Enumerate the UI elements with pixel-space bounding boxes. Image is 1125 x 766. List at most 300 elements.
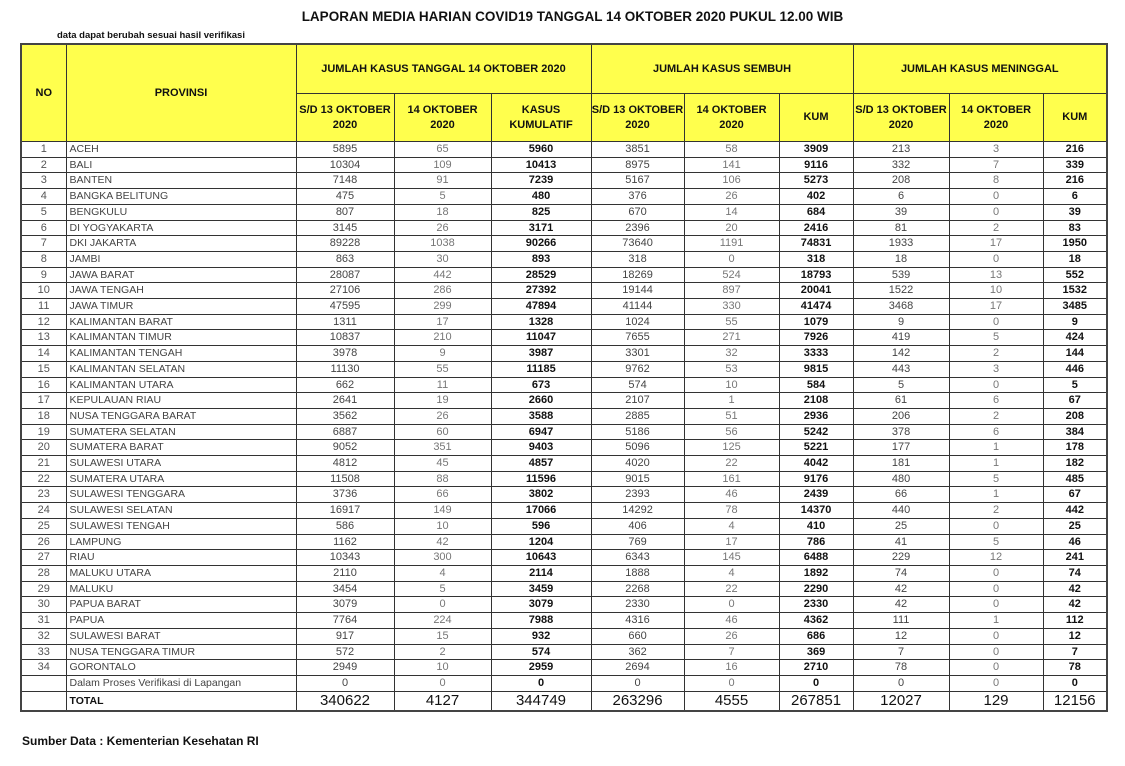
header-group-sembuh: JUMLAH KASUS SEMBUH [591, 44, 853, 94]
cell-provinsi: SULAWESI BARAT [66, 628, 296, 644]
cell-sembuh-sd: 7655 [591, 330, 684, 346]
cell-sembuh-kum: 4362 [779, 613, 853, 629]
table-row [21, 220, 1107, 236]
cell-kasus-today: 224 [394, 613, 491, 629]
table-row [21, 299, 1107, 315]
cell-sembuh-sd: 5096 [591, 440, 684, 456]
cell-sembuh-today: 22 [684, 581, 779, 597]
header-sembuh-today: 14 OKTOBER 2020 [684, 94, 779, 142]
cell-sembuh-kum: 2439 [779, 487, 853, 503]
cell-kasus-sd: 3736 [296, 487, 394, 503]
table-row [21, 424, 1107, 440]
cell-sembuh-today: 22 [684, 456, 779, 472]
total-cell-meninggal-sd: 12027 [853, 691, 949, 711]
table-row [21, 597, 1107, 613]
header-group-meninggal: JUMLAH KASUS MENINGGAL [853, 44, 1107, 94]
cell-meninggal-sd: 181 [853, 456, 949, 472]
cell-meninggal-today: 0 [949, 597, 1043, 613]
total-cell-sembuh-sd: 263296 [591, 691, 684, 711]
cell-meninggal-today: 0 [949, 644, 1043, 660]
cell-kasus-kum: 17066 [491, 503, 591, 519]
cell-provinsi: KALIMANTAN TIMUR [66, 330, 296, 346]
table-row [21, 408, 1107, 424]
cell-no: 22 [21, 471, 66, 487]
cell-provinsi: DKI JAKARTA [66, 236, 296, 252]
cell-sembuh-today: 17 [684, 534, 779, 550]
cell-kasus-sd: 7148 [296, 173, 394, 189]
cell-no [21, 675, 66, 691]
cell-kasus-kum: 2660 [491, 393, 591, 409]
cell-provinsi: KEPULAUAN RIAU [66, 393, 296, 409]
cell-sembuh-today: 106 [684, 173, 779, 189]
cell-meninggal-sd: 142 [853, 346, 949, 362]
cell-meninggal-sd: 213 [853, 142, 949, 158]
cell-kasus-today: 149 [394, 503, 491, 519]
cell-no: 27 [21, 550, 66, 566]
cell-sembuh-sd: 660 [591, 628, 684, 644]
cell-kasus-sd: 5895 [296, 142, 394, 158]
cell-sembuh-today: 7 [684, 644, 779, 660]
total-cell-no [21, 691, 66, 711]
cell-kasus-sd: 10343 [296, 550, 394, 566]
cell-sembuh-sd: 1888 [591, 565, 684, 581]
cell-provinsi: MALUKU [66, 581, 296, 597]
cell-sembuh-today: 0 [684, 251, 779, 267]
cell-meninggal-sd: 66 [853, 487, 949, 503]
cell-meninggal-today: 7 [949, 157, 1043, 173]
cell-meninggal-today: 3 [949, 361, 1043, 377]
cell-meninggal-sd: 332 [853, 157, 949, 173]
cell-sembuh-today: 26 [684, 189, 779, 205]
cell-sembuh-today: 46 [684, 613, 779, 629]
cell-meninggal-kum: 7 [1043, 644, 1107, 660]
cell-sembuh-today: 0 [684, 597, 779, 613]
cell-provinsi: SUMATERA SELATAN [66, 424, 296, 440]
cell-sembuh-sd: 2885 [591, 408, 684, 424]
table-row [21, 440, 1107, 456]
cell-meninggal-kum: 112 [1043, 613, 1107, 629]
cell-kasus-kum: 1328 [491, 314, 591, 330]
cell-sembuh-today: 1191 [684, 236, 779, 252]
cell-sembuh-sd: 670 [591, 204, 684, 220]
cell-kasus-sd: 11508 [296, 471, 394, 487]
cell-kasus-kum: 3802 [491, 487, 591, 503]
table-row [21, 142, 1107, 158]
cell-sembuh-sd: 73640 [591, 236, 684, 252]
cell-kasus-today: 286 [394, 283, 491, 299]
cell-kasus-sd: 3145 [296, 220, 394, 236]
cell-kasus-sd: 28087 [296, 267, 394, 283]
cell-meninggal-sd: 419 [853, 330, 949, 346]
cell-no: 18 [21, 408, 66, 424]
total-cell-kasus-kum: 344749 [491, 691, 591, 711]
cell-sembuh-kum: 9176 [779, 471, 853, 487]
cell-provinsi: BENGKULU [66, 204, 296, 220]
cell-no: 10 [21, 283, 66, 299]
cell-kasus-kum: 3459 [491, 581, 591, 597]
cell-meninggal-kum: 67 [1043, 487, 1107, 503]
cell-sembuh-today: 271 [684, 330, 779, 346]
cell-kasus-today: 442 [394, 267, 491, 283]
cell-sembuh-sd: 2268 [591, 581, 684, 597]
cell-kasus-sd: 2641 [296, 393, 394, 409]
cell-kasus-sd: 16917 [296, 503, 394, 519]
cell-kasus-kum: 10413 [491, 157, 591, 173]
cell-meninggal-today: 2 [949, 220, 1043, 236]
cell-kasus-today: 11 [394, 377, 491, 393]
cell-no: 9 [21, 267, 66, 283]
cell-provinsi: PAPUA BARAT [66, 597, 296, 613]
cell-kasus-kum: 28529 [491, 267, 591, 283]
cell-meninggal-today: 1 [949, 456, 1043, 472]
cell-kasus-today: 351 [394, 440, 491, 456]
cell-kasus-sd: 0 [296, 675, 394, 691]
cell-kasus-today: 60 [394, 424, 491, 440]
cell-kasus-sd: 475 [296, 189, 394, 205]
cell-kasus-sd: 863 [296, 251, 394, 267]
cell-provinsi: BANTEN [66, 173, 296, 189]
cell-kasus-today: 5 [394, 189, 491, 205]
cell-kasus-sd: 3079 [296, 597, 394, 613]
cell-kasus-today: 0 [394, 597, 491, 613]
cell-meninggal-kum: 42 [1043, 597, 1107, 613]
cell-kasus-today: 55 [394, 361, 491, 377]
header-provinsi: PROVINSI [66, 44, 296, 142]
cell-kasus-today: 26 [394, 408, 491, 424]
table-row [21, 377, 1107, 393]
cell-no: 33 [21, 644, 66, 660]
cell-kasus-sd: 662 [296, 377, 394, 393]
cell-meninggal-sd: 41 [853, 534, 949, 550]
cell-sembuh-kum: 3909 [779, 142, 853, 158]
cell-sembuh-kum: 0 [779, 675, 853, 691]
cell-provinsi: KALIMANTAN SELATAN [66, 361, 296, 377]
cell-meninggal-sd: 9 [853, 314, 949, 330]
cell-sembuh-sd: 18269 [591, 267, 684, 283]
cell-kasus-today: 2 [394, 644, 491, 660]
cell-meninggal-today: 0 [949, 660, 1043, 676]
table-row [21, 565, 1107, 581]
cell-meninggal-today: 17 [949, 299, 1043, 315]
cell-provinsi: SUMATERA BARAT [66, 440, 296, 456]
cell-sembuh-sd: 2107 [591, 393, 684, 409]
cell-sembuh-today: 125 [684, 440, 779, 456]
report-title: LAPORAN MEDIA HARIAN COVID19 TANGGAL 14 OKTOBER 2020 PUKUL 12.00 WIB [301, 9, 844, 24]
cell-kasus-sd: 27106 [296, 283, 394, 299]
cell-provinsi: JAWA BARAT [66, 267, 296, 283]
cell-sembuh-today: 897 [684, 283, 779, 299]
cell-meninggal-kum: 1532 [1043, 283, 1107, 299]
cell-kasus-today: 109 [394, 157, 491, 173]
cell-meninggal-kum: 12 [1043, 628, 1107, 644]
cell-kasus-today: 18 [394, 204, 491, 220]
cell-meninggal-kum: 384 [1043, 424, 1107, 440]
header-sembuh-kum: KUM [779, 94, 853, 142]
cell-meninggal-sd: 111 [853, 613, 949, 629]
cell-sembuh-kum: 14370 [779, 503, 853, 519]
cell-kasus-sd: 47595 [296, 299, 394, 315]
cell-sembuh-kum: 786 [779, 534, 853, 550]
header-meninggal-kum: KUM [1043, 94, 1107, 142]
cell-kasus-sd: 3562 [296, 408, 394, 424]
cell-provinsi: SULAWESI SELATAN [66, 503, 296, 519]
cell-provinsi: JAWA TENGAH [66, 283, 296, 299]
cell-provinsi: KALIMANTAN UTARA [66, 377, 296, 393]
cell-kasus-today: 4 [394, 565, 491, 581]
cell-meninggal-today: 8 [949, 173, 1043, 189]
cell-meninggal-sd: 0 [853, 675, 949, 691]
total-cell-kasus-sd: 340622 [296, 691, 394, 711]
cell-kasus-today: 91 [394, 173, 491, 189]
cell-kasus-kum: 10643 [491, 550, 591, 566]
table-row [21, 236, 1107, 252]
cell-sembuh-kum: 2936 [779, 408, 853, 424]
cell-kasus-kum: 27392 [491, 283, 591, 299]
table-row [21, 613, 1107, 629]
cell-no: 7 [21, 236, 66, 252]
cell-sembuh-kum: 2330 [779, 597, 853, 613]
cell-sembuh-kum: 318 [779, 251, 853, 267]
table-body [21, 142, 1107, 711]
cell-meninggal-today: 1 [949, 487, 1043, 503]
cell-no: 16 [21, 377, 66, 393]
total-cell-provinsi: TOTAL [66, 691, 296, 711]
cell-provinsi: KALIMANTAN BARAT [66, 314, 296, 330]
cell-meninggal-kum: 25 [1043, 518, 1107, 534]
cell-provinsi: NUSA TENGGARA BARAT [66, 408, 296, 424]
cell-no: 5 [21, 204, 66, 220]
table-row [21, 173, 1107, 189]
cell-sembuh-today: 58 [684, 142, 779, 158]
cell-meninggal-today: 12 [949, 550, 1043, 566]
table-row [21, 628, 1107, 644]
cell-sembuh-kum: 2290 [779, 581, 853, 597]
header-sembuh-sd: S/D 13 OKTOBER 2020 [591, 94, 684, 142]
data-source: Sumber Data : Kementerian Kesehatan RI [22, 734, 259, 748]
header-kasus-kum: KASUS KUMULATIF [491, 94, 591, 142]
cell-meninggal-kum: 208 [1043, 408, 1107, 424]
table-row [21, 393, 1107, 409]
table-row [21, 283, 1107, 299]
cell-meninggal-today: 0 [949, 314, 1043, 330]
cell-meninggal-kum: 39 [1043, 204, 1107, 220]
cell-kasus-kum: 7239 [491, 173, 591, 189]
cell-meninggal-sd: 81 [853, 220, 949, 236]
cell-kasus-sd: 6887 [296, 424, 394, 440]
cell-kasus-today: 0 [394, 675, 491, 691]
cell-sembuh-sd: 8975 [591, 157, 684, 173]
cell-sembuh-today: 161 [684, 471, 779, 487]
cell-sembuh-sd: 3301 [591, 346, 684, 362]
cell-meninggal-sd: 25 [853, 518, 949, 534]
cell-sembuh-today: 330 [684, 299, 779, 315]
cell-sembuh-sd: 5186 [591, 424, 684, 440]
cell-sembuh-kum: 410 [779, 518, 853, 534]
header-kasus-today: 14 OKTOBER 2020 [394, 94, 491, 142]
cell-provinsi: SULAWESI TENGAH [66, 518, 296, 534]
cell-meninggal-kum: 552 [1043, 267, 1107, 283]
cell-sembuh-today: 524 [684, 267, 779, 283]
cell-sembuh-today: 14 [684, 204, 779, 220]
cell-kasus-kum: 11596 [491, 471, 591, 487]
table-row [21, 189, 1107, 205]
cell-no: 24 [21, 503, 66, 519]
cell-no: 3 [21, 173, 66, 189]
cell-meninggal-kum: 339 [1043, 157, 1107, 173]
cell-kasus-kum: 11047 [491, 330, 591, 346]
cell-meninggal-sd: 229 [853, 550, 949, 566]
cell-kasus-sd: 1162 [296, 534, 394, 550]
cell-sembuh-today: 53 [684, 361, 779, 377]
cell-kasus-today: 5 [394, 581, 491, 597]
cell-sembuh-today: 46 [684, 487, 779, 503]
cell-meninggal-sd: 74 [853, 565, 949, 581]
covid-report-table [20, 43, 1108, 712]
cell-meninggal-kum: 78 [1043, 660, 1107, 676]
cell-provinsi: BALI [66, 157, 296, 173]
table-row [21, 503, 1107, 519]
cell-kasus-kum: 9403 [491, 440, 591, 456]
cell-meninggal-kum: 485 [1043, 471, 1107, 487]
cell-sembuh-today: 56 [684, 424, 779, 440]
cell-sembuh-kum: 18793 [779, 267, 853, 283]
cell-kasus-kum: 6947 [491, 424, 591, 440]
cell-no: 15 [21, 361, 66, 377]
cell-kasus-kum: 825 [491, 204, 591, 220]
total-cell-kasus-today: 4127 [394, 691, 491, 711]
table-row [21, 330, 1107, 346]
header-no: NO [21, 44, 66, 142]
cell-sembuh-today: 4 [684, 565, 779, 581]
cell-kasus-today: 299 [394, 299, 491, 315]
cell-kasus-sd: 917 [296, 628, 394, 644]
cell-meninggal-kum: 42 [1043, 581, 1107, 597]
cell-sembuh-sd: 2330 [591, 597, 684, 613]
cell-no: 26 [21, 534, 66, 550]
cell-sembuh-sd: 2393 [591, 487, 684, 503]
cell-sembuh-today: 26 [684, 628, 779, 644]
cell-provinsi: PAPUA [66, 613, 296, 629]
cell-meninggal-sd: 378 [853, 424, 949, 440]
cell-no: 4 [21, 189, 66, 205]
cell-meninggal-sd: 440 [853, 503, 949, 519]
cell-sembuh-kum: 2108 [779, 393, 853, 409]
cell-kasus-sd: 586 [296, 518, 394, 534]
cell-kasus-kum: 47894 [491, 299, 591, 315]
total-cell-sembuh-kum: 267851 [779, 691, 853, 711]
cell-kasus-today: 30 [394, 251, 491, 267]
cell-sembuh-sd: 406 [591, 518, 684, 534]
table-row [21, 251, 1107, 267]
cell-kasus-kum: 5960 [491, 142, 591, 158]
cell-no: 30 [21, 597, 66, 613]
cell-meninggal-today: 3 [949, 142, 1043, 158]
cell-no: 23 [21, 487, 66, 503]
cell-meninggal-sd: 177 [853, 440, 949, 456]
cell-sembuh-sd: 41144 [591, 299, 684, 315]
table-row [21, 644, 1107, 660]
cell-sembuh-sd: 19144 [591, 283, 684, 299]
cell-sembuh-today: 32 [684, 346, 779, 362]
cell-meninggal-sd: 6 [853, 189, 949, 205]
cell-kasus-sd: 572 [296, 644, 394, 660]
cell-kasus-today: 26 [394, 220, 491, 236]
cell-meninggal-today: 17 [949, 236, 1043, 252]
cell-provinsi: DI YOGYAKARTA [66, 220, 296, 236]
cell-kasus-sd: 89228 [296, 236, 394, 252]
cell-sembuh-today: 55 [684, 314, 779, 330]
cell-meninggal-kum: 46 [1043, 534, 1107, 550]
cell-sembuh-sd: 362 [591, 644, 684, 660]
cell-kasus-today: 10 [394, 660, 491, 676]
table-row [21, 550, 1107, 566]
cell-meninggal-today: 6 [949, 424, 1043, 440]
cell-kasus-kum: 3987 [491, 346, 591, 362]
cell-sembuh-kum: 584 [779, 377, 853, 393]
table-row [21, 518, 1107, 534]
cell-provinsi: JAWA TIMUR [66, 299, 296, 315]
cell-kasus-today: 66 [394, 487, 491, 503]
cell-meninggal-today: 2 [949, 408, 1043, 424]
cell-sembuh-sd: 318 [591, 251, 684, 267]
cell-kasus-sd: 3978 [296, 346, 394, 362]
cell-meninggal-sd: 7 [853, 644, 949, 660]
cell-sembuh-sd: 376 [591, 189, 684, 205]
table-row [21, 581, 1107, 597]
cell-meninggal-kum: 424 [1043, 330, 1107, 346]
cell-sembuh-kum: 686 [779, 628, 853, 644]
cell-meninggal-today: 0 [949, 565, 1043, 581]
cell-kasus-kum: 3588 [491, 408, 591, 424]
cell-sembuh-kum: 9815 [779, 361, 853, 377]
cell-meninggal-kum: 74 [1043, 565, 1107, 581]
cell-meninggal-today: 1 [949, 440, 1043, 456]
cell-kasus-kum: 596 [491, 518, 591, 534]
cell-no: 14 [21, 346, 66, 362]
cell-sembuh-kum: 1892 [779, 565, 853, 581]
cell-sembuh-sd: 0 [591, 675, 684, 691]
cell-no: 28 [21, 565, 66, 581]
cell-sembuh-sd: 14292 [591, 503, 684, 519]
cell-meninggal-sd: 42 [853, 597, 949, 613]
table-row [21, 314, 1107, 330]
cell-meninggal-today: 0 [949, 251, 1043, 267]
cell-sembuh-kum: 2710 [779, 660, 853, 676]
cell-meninggal-sd: 39 [853, 204, 949, 220]
cell-sembuh-kum: 2416 [779, 220, 853, 236]
cell-kasus-today: 88 [394, 471, 491, 487]
cell-provinsi: MALUKU UTARA [66, 565, 296, 581]
cell-meninggal-today: 0 [949, 518, 1043, 534]
cell-kasus-kum: 3079 [491, 597, 591, 613]
cell-kasus-sd: 2949 [296, 660, 394, 676]
cell-provinsi: ACEH [66, 142, 296, 158]
cell-meninggal-kum: 18 [1043, 251, 1107, 267]
cell-meninggal-sd: 1522 [853, 283, 949, 299]
cell-meninggal-today: 10 [949, 283, 1043, 299]
cell-meninggal-today: 0 [949, 377, 1043, 393]
cell-sembuh-sd: 769 [591, 534, 684, 550]
cell-meninggal-kum: 9 [1043, 314, 1107, 330]
cell-provinsi: SULAWESI UTARA [66, 456, 296, 472]
cell-no: 2 [21, 157, 66, 173]
cell-sembuh-kum: 6488 [779, 550, 853, 566]
cell-sembuh-today: 20 [684, 220, 779, 236]
cell-meninggal-sd: 206 [853, 408, 949, 424]
cell-kasus-kum: 4857 [491, 456, 591, 472]
header-kasus-sd: S/D 13 OKTOBER 2020 [296, 94, 394, 142]
cell-no: 25 [21, 518, 66, 534]
